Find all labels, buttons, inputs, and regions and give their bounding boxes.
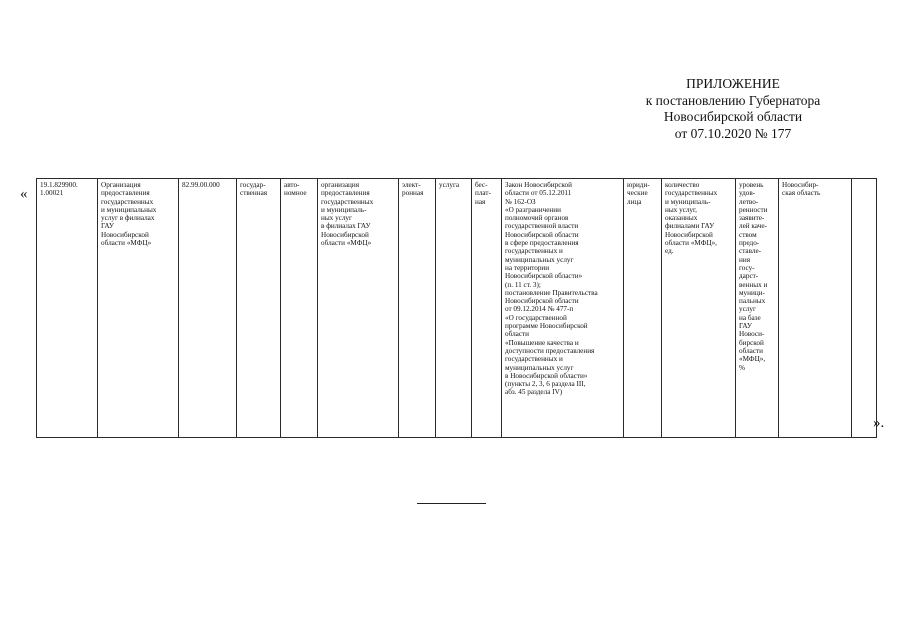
service-content-cell: организация предоставления государственных и муниципаль- ных услуг в филиалах ГАУ Новосибирской области «МФЦ» xyxy=(318,179,399,438)
service-name-cell: Организация предоставления государственных и муниципальных услуг в филиалах ГАУ Новосибирской области «МФЦ» xyxy=(98,179,179,438)
service-kind-cell: услуга xyxy=(436,179,472,438)
bottom-divider-line xyxy=(417,503,486,504)
quality-indicator-cell: уровень удов- летво- ренности заявите- лей каче- ством предо- ставле- ния госу- дарст- венных и муници- пальных услуг на базе ГАУ Новоси- бирской области «МФЦ», % xyxy=(736,179,779,438)
extra-cell xyxy=(852,179,877,438)
appendix-header xyxy=(560,76,905,142)
registry-code-cell: 19.1.829900. 1.00021 xyxy=(37,179,98,438)
founder-cell: Новосибир- ская область xyxy=(779,179,852,438)
sector-cell: государ- ственная xyxy=(237,179,281,438)
payment-cell: бес- плат- ная xyxy=(472,179,502,438)
volume-indicator-cell: количество государственных и муниципаль- ных услуг, оказанных филиалами ГАУ Новосибирской области «МФЦ», ед. xyxy=(662,179,736,438)
okved-code-cell: 82.99.00.000 xyxy=(179,179,237,438)
registry-table xyxy=(36,178,877,438)
appendix-date-number: от 07.10.2020 № 177 xyxy=(674,125,792,141)
consumers-cell: юриди- ческие лица xyxy=(624,179,662,438)
institution-type-cell: авто- номное xyxy=(281,179,318,438)
appendix-resolution-ref: к постановлению Губернатора xyxy=(645,92,821,108)
appendix-region: Новосибирской области xyxy=(663,109,803,124)
appendix-title: ПРИЛОЖЕНИЕ xyxy=(686,76,780,91)
service-form-cell: элект- ронная xyxy=(399,179,436,438)
legal-basis-cell: Закон Новосибирской области от 05.12.2011 № 162-ОЗ «О разграничении полномочий органов государственной власти Новосибирской области в сфере предоставления государственных и муниципальных услуг на территории Новосибирской области» (п. 11 ст. 3); постановление Правительства Новосибирской области от 09.12.2014 № 477-п «О государственной программе Новосибирской области «Повышение качества и доступности предоставления государственных и муниципальных услуг в Новосибирской области» (пункты 2, 3, 6 раздела III, абз. 45 раздела IV) xyxy=(502,179,624,438)
opening-quote: « xyxy=(20,186,28,202)
table-row xyxy=(37,179,877,438)
closing-quote: ». xyxy=(873,415,885,431)
